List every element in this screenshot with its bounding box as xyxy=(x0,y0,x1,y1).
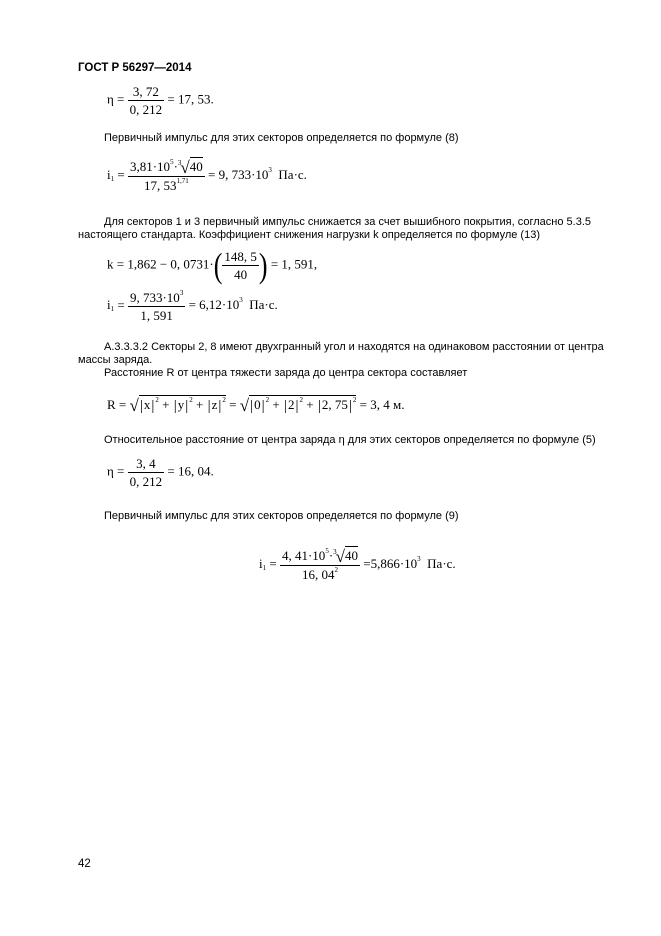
right-paren-icon: ) xyxy=(258,245,268,285)
formula-impulse-8 xyxy=(107,158,307,194)
fraction xyxy=(128,455,165,490)
page-number: 42 xyxy=(78,858,91,870)
formula-rhs: = 16, 04. xyxy=(167,463,214,479)
root-index: 3 xyxy=(177,159,182,167)
fraction-denominator: 0, 212 xyxy=(129,102,163,117)
formula-lhs: k = 1,862 − 0, 0731· xyxy=(107,256,214,272)
formula-lhs: R = xyxy=(107,397,127,412)
fraction-denominator: 40 xyxy=(234,267,248,282)
equals-sign: = xyxy=(269,555,277,571)
radicand: $|x|^2 + |y|^2 + |z|^2$ xyxy=(139,396,226,414)
radicand: 40 xyxy=(345,548,358,563)
fraction-numerator: 4, $41\cdot 10^5\cdot^3√40$ xyxy=(281,547,358,566)
impulse-symbol: $i_1$ xyxy=(107,166,115,183)
paragraph: Первичный импульс для этих секторов определяется по формуле (8) xyxy=(104,132,459,144)
impulse-symbol: $i_1$ xyxy=(259,555,267,572)
formula-eta-2 xyxy=(107,455,214,490)
paragraph: массы заряда. xyxy=(78,354,153,366)
fraction-numerator: 3, 4 xyxy=(128,455,165,473)
formula-rhs: = 1, 591, xyxy=(270,256,318,272)
formula-eta-1 xyxy=(107,83,214,118)
equals-sign: = xyxy=(117,166,125,182)
fraction xyxy=(128,83,165,118)
fraction-denominator: 17, 53$^{1,71}$ xyxy=(143,177,189,193)
paragraph: Относительное расстояние от центра заряда η для этих секторов определяется по формуле (5) xyxy=(104,434,596,446)
root-sign-icon: √ xyxy=(129,396,139,415)
paragraph: Первичный импульс для этих секторов определяется по формуле (9) xyxy=(104,510,459,522)
fraction-numerator: $3,81\cdot 10^5\cdot^3√40$ xyxy=(129,158,203,177)
paragraph: Расстояние R от центра тяжести заряда до центра сектора составляет xyxy=(104,367,468,379)
root-sign-icon: √ xyxy=(180,158,190,177)
fraction-numerator: 9, $733\cdot 10^3$ xyxy=(129,289,184,305)
left-paren-icon: ( xyxy=(213,245,223,285)
formula-impulse-reduced xyxy=(107,289,278,324)
fraction-denominator: 1, 591 xyxy=(140,308,173,323)
root-index: 3 xyxy=(333,548,337,556)
fraction-denominator: 0, 212 xyxy=(129,474,163,489)
fraction-numerator: 3, 72 xyxy=(128,83,165,101)
fraction xyxy=(128,158,205,194)
equals-sign: = xyxy=(229,397,237,412)
radicand: 40 xyxy=(189,159,203,174)
fraction-numerator: 148, 5 xyxy=(224,249,257,264)
document-header: ГОСТ Р 56297—2014 xyxy=(78,62,192,74)
formula-rhs: = $6,12\cdot 10^3$ Па·с. xyxy=(188,296,278,313)
formula-impulse-9 xyxy=(259,547,456,583)
impulse-symbol: $i_1$ xyxy=(107,297,115,314)
equals-sign: = xyxy=(117,297,125,313)
fraction xyxy=(128,289,185,324)
fraction xyxy=(222,248,259,283)
radicand: $|0|^2 + |2|^2 + |2$, $75|^2$ xyxy=(250,396,357,414)
formula-rhs: = 17, 53. xyxy=(167,91,214,107)
paragraph: Для секторов 1 и 3 первичный импульс снижается за счет вышибного покрытия, согласно 5.3.5 xyxy=(104,216,591,228)
fraction xyxy=(280,547,360,583)
formula-k-coefficient xyxy=(107,245,318,285)
formula-lhs: η = xyxy=(107,463,125,479)
formula-rhs: $=5,866\cdot 10^3$ Па·с. xyxy=(363,554,456,571)
formula-distance-r xyxy=(107,396,404,416)
paragraph: А.3.3.3.2 Секторы 2, 8 имеют двухгранный угол и находятся на одинаковом расстоянии от центра xyxy=(104,341,604,353)
paragraph: настоящего стандарта. Коэффициент снижения нагрузки k определяется по формуле (13) xyxy=(78,229,540,241)
formula-lhs: η = xyxy=(107,91,125,107)
formula-rhs: = 9, $733\cdot 10^3$ Па·с. xyxy=(208,165,307,182)
fraction-denominator: 16, $04^2$ xyxy=(301,566,338,582)
root-sign-icon: √ xyxy=(335,547,345,566)
formula-rhs: = 3, 4 м. xyxy=(359,397,405,412)
root-sign-icon: √ xyxy=(239,396,250,415)
